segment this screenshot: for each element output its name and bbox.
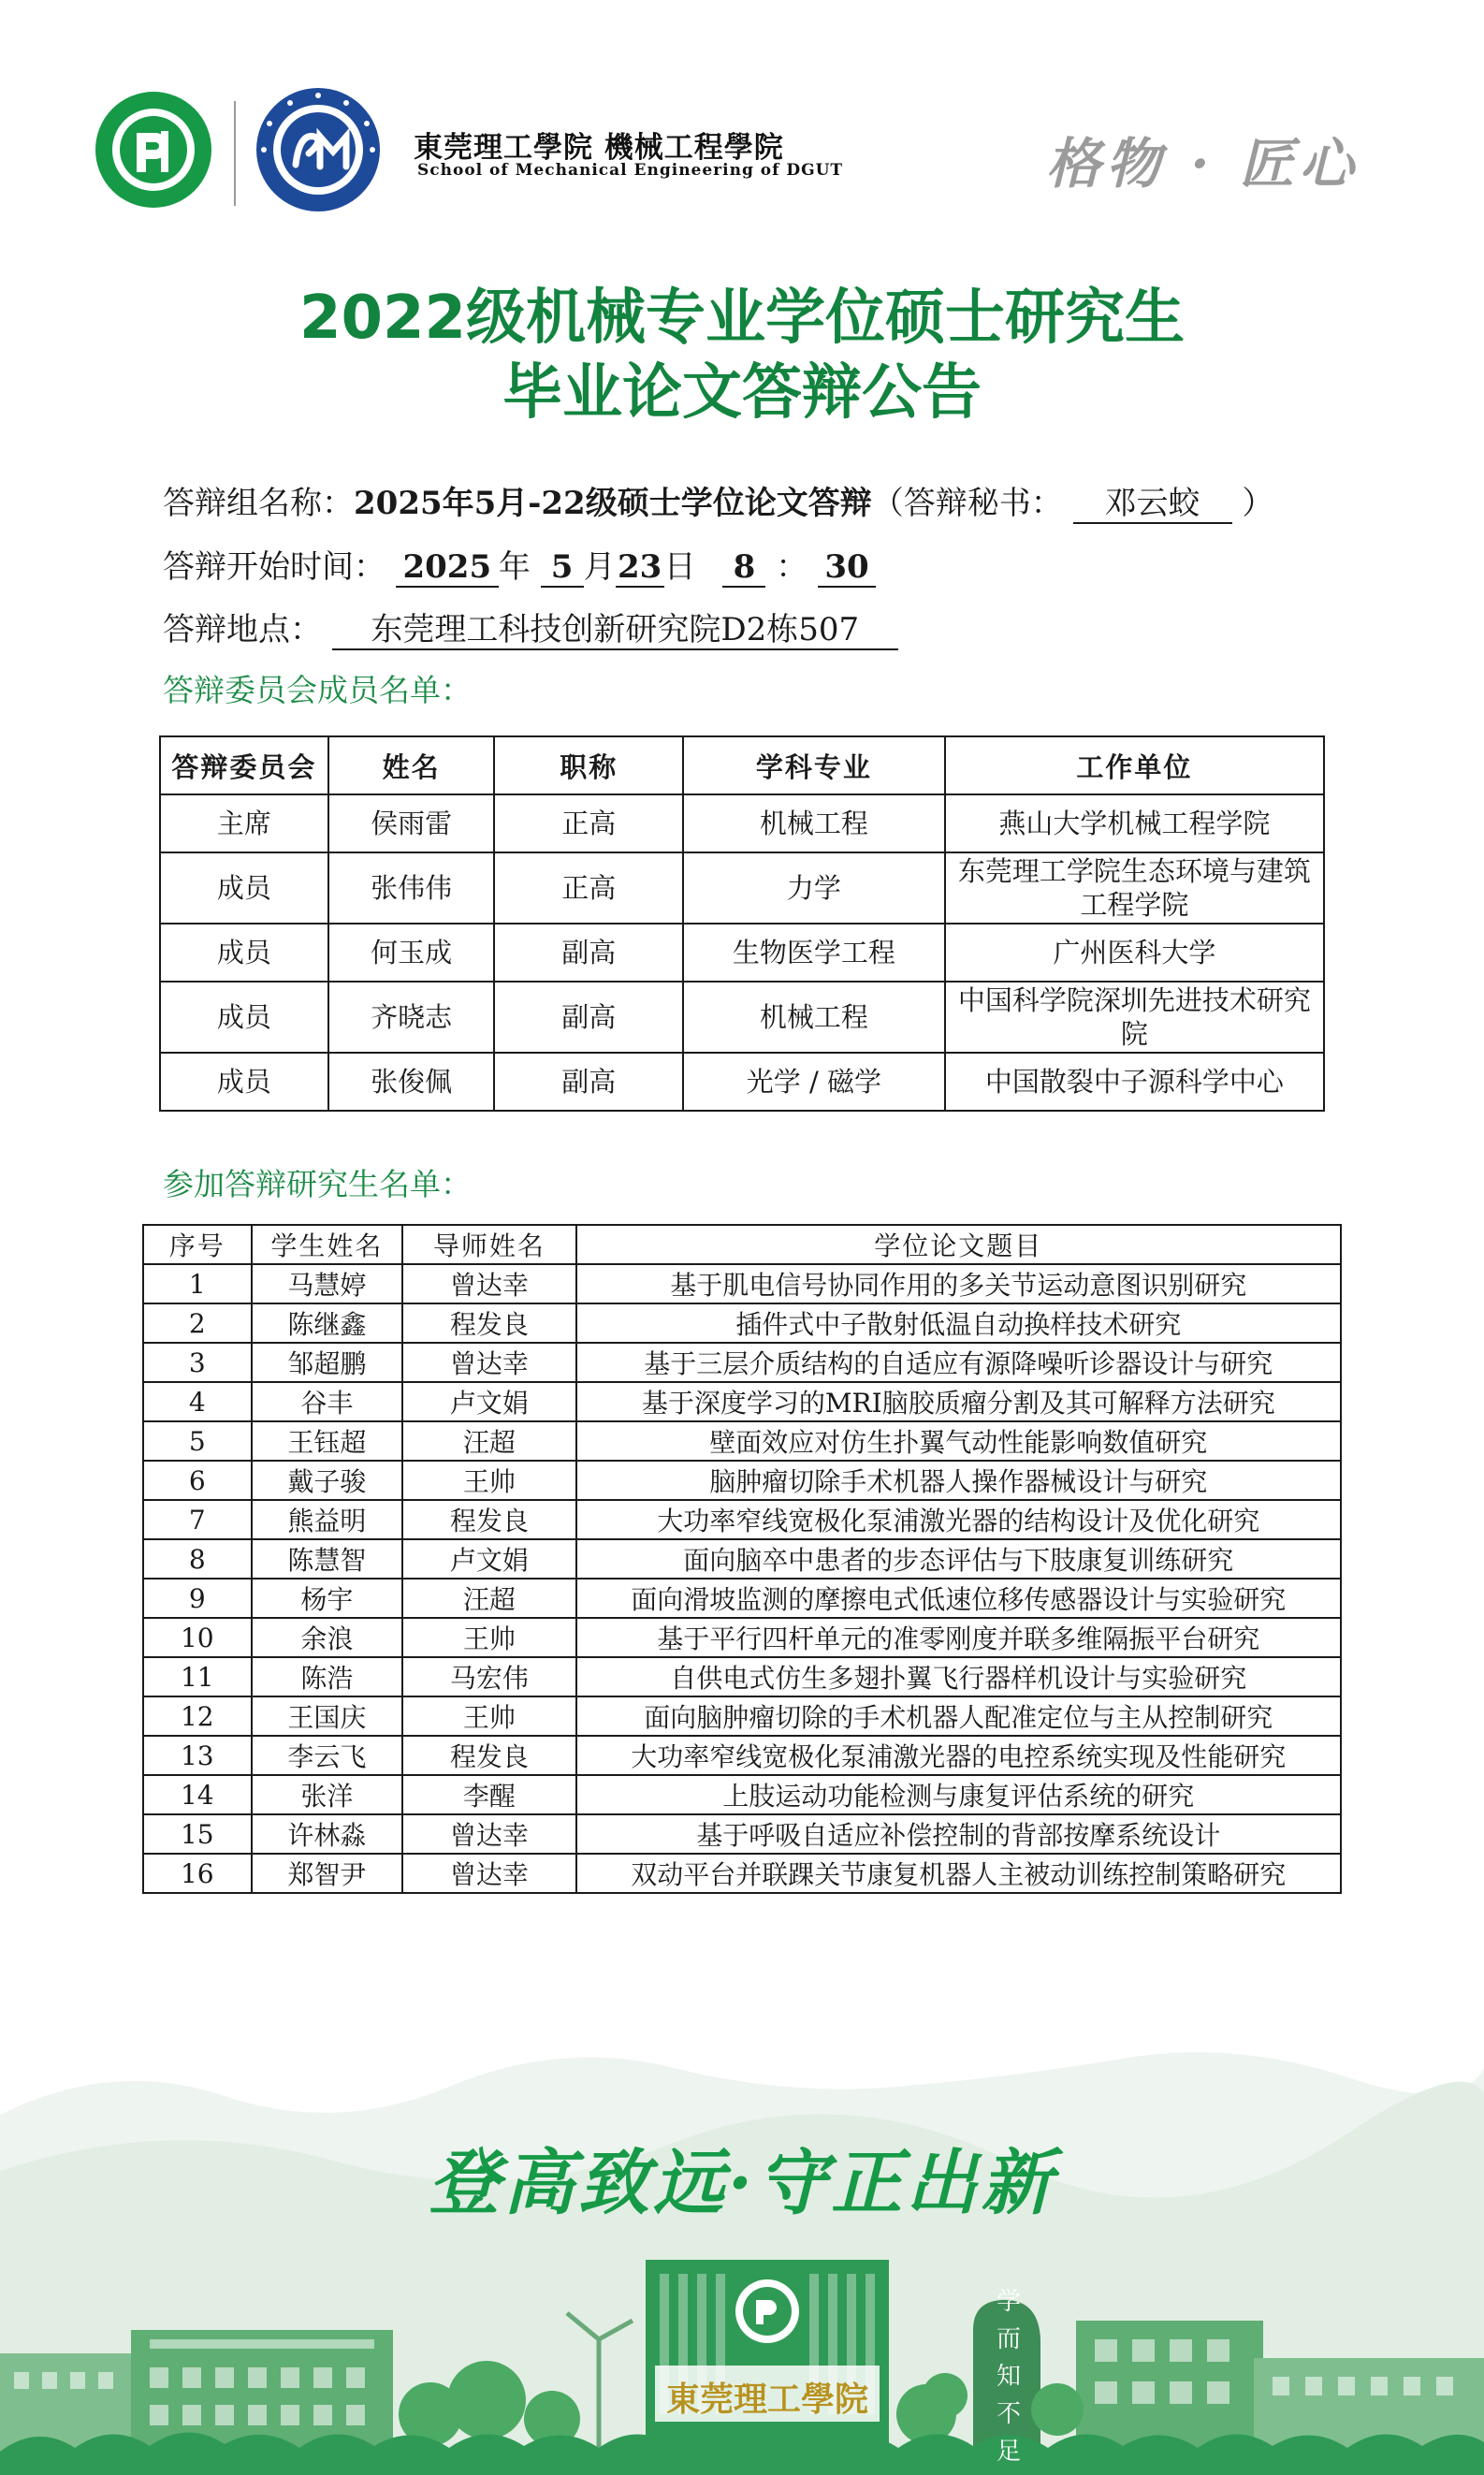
student-advisor: 卢文娟 xyxy=(402,1539,575,1579)
student-no: 9 xyxy=(143,1579,252,1618)
committee-row xyxy=(160,1053,1324,1111)
page-title-line2: 毕业论文答辩公告 xyxy=(502,358,982,428)
group-label: 答辩组名称： xyxy=(163,485,354,522)
students-header-name: 学生姓名 xyxy=(252,1225,403,1264)
student-topic: 壁面效应对仿生扑翼气动性能影响数值研究 xyxy=(576,1421,1341,1461)
student-row xyxy=(143,1696,1341,1736)
students-table xyxy=(142,1224,1342,1894)
stone-inscription: 学而知不足 xyxy=(996,2288,1021,2466)
student-no: 8 xyxy=(143,1539,252,1579)
member-name: 张俊佩 xyxy=(328,1053,495,1111)
student-advisor: 程发良 xyxy=(402,1500,575,1539)
student-topic: 面向滑坡监测的摩擦电式低速位移传感器设计与实验研究 xyxy=(576,1579,1341,1618)
student-topic: 大功率窄线宽极化泵浦激光器的电控系统实现及性能研究 xyxy=(576,1736,1341,1775)
student-advisor: 李醒 xyxy=(402,1775,575,1814)
student-no: 2 xyxy=(143,1303,252,1343)
member-role: 成员 xyxy=(160,924,328,982)
student-advisor: 汪超 xyxy=(402,1421,575,1461)
hour-value: 8 xyxy=(722,549,765,588)
student-row xyxy=(143,1814,1341,1854)
student-advisor: 卢文娟 xyxy=(402,1382,575,1421)
committee-row xyxy=(160,982,1324,1053)
day-value: 23 xyxy=(616,549,664,588)
student-topic: 基于深度学习的MRI脑胶质瘤分割及其可解释方法研究 xyxy=(576,1382,1341,1421)
student-no: 11 xyxy=(143,1657,252,1696)
member-major: 力学 xyxy=(683,852,945,924)
student-row xyxy=(143,1461,1341,1500)
student-no: 4 xyxy=(143,1382,252,1421)
committee-table xyxy=(159,735,1325,1112)
member-title: 正高 xyxy=(494,794,683,852)
defense-place-line xyxy=(163,604,898,650)
student-advisor: 程发良 xyxy=(402,1736,575,1775)
defense-time-line xyxy=(163,541,876,588)
time-colon: ： xyxy=(776,548,808,586)
student-no: 12 xyxy=(143,1696,252,1736)
member-major: 光学 / 磁学 xyxy=(683,1053,945,1111)
student-row xyxy=(143,1421,1341,1461)
student-name: 张洋 xyxy=(252,1775,403,1814)
member-unit: 广州医科大学 xyxy=(945,924,1324,982)
student-no: 1 xyxy=(143,1264,252,1303)
students-header-advisor: 导师姓名 xyxy=(402,1225,575,1264)
student-name: 许林淼 xyxy=(252,1814,403,1854)
committee-header-major: 学科专业 xyxy=(683,736,945,794)
student-name: 谷丰 xyxy=(252,1382,403,1421)
student-row xyxy=(143,1303,1341,1343)
student-name: 戴子骏 xyxy=(252,1461,403,1500)
student-topic: 脑肿瘤切除手术机器人操作器械设计与研究 xyxy=(576,1461,1341,1500)
student-no: 10 xyxy=(143,1618,252,1657)
member-unit: 中国科学院深圳先进技术研究院 xyxy=(945,982,1324,1053)
secretary-name: 邓云蛟 xyxy=(1073,486,1232,524)
committee-row xyxy=(160,852,1324,924)
student-advisor: 王帅 xyxy=(402,1618,575,1657)
student-name: 王国庆 xyxy=(252,1696,403,1736)
student-name: 李云飞 xyxy=(252,1736,403,1775)
committee-section-title: 答辩委员会成员名单： xyxy=(163,672,472,708)
student-no: 5 xyxy=(143,1421,252,1461)
group-value: 2025年5月-22级硕士学位论文答辩 xyxy=(354,485,872,522)
student-row xyxy=(143,1618,1341,1657)
header xyxy=(0,0,1484,243)
student-advisor: 曾达幸 xyxy=(402,1343,575,1382)
member-unit: 东莞理工学院生态环境与建筑工程学院 xyxy=(945,852,1324,924)
students-header-topic: 学位论文题目 xyxy=(576,1225,1341,1264)
student-no: 13 xyxy=(143,1736,252,1775)
committee-header-name: 姓名 xyxy=(328,736,495,794)
student-name: 陈继鑫 xyxy=(252,1303,403,1343)
student-row xyxy=(143,1500,1341,1539)
student-name: 邹超鹏 xyxy=(252,1343,403,1382)
member-unit: 中国散裂中子源科学中心 xyxy=(945,1053,1324,1111)
member-title: 副高 xyxy=(494,982,683,1053)
student-name: 杨宇 xyxy=(252,1579,403,1618)
student-topic: 上肢运动功能检测与康复评估系统的研究 xyxy=(576,1775,1341,1814)
student-row xyxy=(143,1343,1341,1382)
secretary-label: （答辩秘书： xyxy=(871,485,1063,522)
member-title: 正高 xyxy=(494,852,683,924)
student-name: 余浪 xyxy=(252,1618,403,1657)
student-advisor: 王帅 xyxy=(402,1696,575,1736)
place-value: 东莞理工科技创新研究院D2栋507 xyxy=(332,612,898,650)
school-name-cn: 東莞理工學院 機械工程學院 xyxy=(414,131,784,165)
month-value: 5 xyxy=(541,549,584,588)
student-topic: 基于平行四杆单元的准零刚度并联多维隔振平台研究 xyxy=(576,1618,1341,1657)
school-name-en: School of Mechanical Engineering of DGUT xyxy=(417,161,844,180)
student-topic: 大功率窄线宽极化泵浦激光器的结构设计及优化研究 xyxy=(576,1500,1341,1539)
place-label: 答辩地点： xyxy=(163,611,322,648)
student-row xyxy=(143,1539,1341,1579)
member-unit: 燕山大学机械工程学院 xyxy=(945,794,1324,852)
student-topic: 面向脑卒中患者的步态评估与下肢康复训练研究 xyxy=(576,1539,1341,1579)
student-no: 3 xyxy=(143,1343,252,1382)
student-no: 15 xyxy=(143,1814,252,1854)
student-row xyxy=(143,1736,1341,1775)
student-advisor: 马宏伟 xyxy=(402,1657,575,1696)
student-name: 马慧婷 xyxy=(252,1264,403,1303)
student-advisor: 曾达幸 xyxy=(402,1814,575,1854)
student-topic: 基于肌电信号协同作用的多关节运动意图识别研究 xyxy=(576,1264,1341,1303)
student-row xyxy=(143,1854,1341,1893)
member-major: 机械工程 xyxy=(683,982,945,1053)
minute-value: 30 xyxy=(818,549,876,588)
student-name: 陈慧智 xyxy=(252,1539,403,1579)
logo-divider xyxy=(234,101,236,206)
member-role: 成员 xyxy=(160,852,328,924)
student-no: 6 xyxy=(143,1461,252,1500)
member-name: 侯雨雷 xyxy=(328,794,495,852)
time-label: 答辩开始时间： xyxy=(163,548,386,586)
student-no: 7 xyxy=(143,1500,252,1539)
student-advisor: 程发良 xyxy=(402,1303,575,1343)
committee-row xyxy=(160,794,1324,852)
student-row xyxy=(143,1775,1341,1814)
member-title: 副高 xyxy=(494,1053,683,1111)
student-name: 陈浩 xyxy=(252,1657,403,1696)
member-role: 成员 xyxy=(160,982,328,1053)
student-topic: 基于三层介质结构的自适应有源降噪听诊器设计与研究 xyxy=(576,1343,1341,1382)
students-header-row xyxy=(143,1225,1341,1264)
students-section-title: 参加答辩研究生名单： xyxy=(163,1166,472,1202)
motto-text: 格物 · 匠心 xyxy=(1046,132,1360,196)
member-role: 成员 xyxy=(160,1053,328,1111)
dgut-emblem-icon xyxy=(94,90,213,210)
student-advisor: 汪超 xyxy=(402,1579,575,1618)
student-name: 郑智尹 xyxy=(252,1854,403,1893)
students-header-no: 序号 xyxy=(143,1225,252,1264)
student-topic: 基于呼吸自适应补偿控制的背部按摩系统设计 xyxy=(576,1814,1341,1854)
footer-slogan: 登高致远·守正出新 xyxy=(428,2141,1056,2224)
committee-row xyxy=(160,924,1324,982)
student-row xyxy=(143,1579,1341,1618)
secretary-close: ） xyxy=(1242,485,1274,522)
student-advisor: 曾达幸 xyxy=(402,1264,575,1303)
member-title: 副高 xyxy=(494,924,683,982)
member-role: 主席 xyxy=(160,794,328,852)
student-name: 王钰超 xyxy=(252,1421,403,1461)
student-row xyxy=(143,1382,1341,1421)
member-name: 齐晓志 xyxy=(328,982,495,1053)
student-advisor: 曾达幸 xyxy=(402,1854,575,1893)
student-topic: 插件式中子散射低温自动换样技术研究 xyxy=(576,1303,1341,1343)
gate-school-name: 東莞理工學院 xyxy=(665,2380,868,2419)
student-no: 16 xyxy=(143,1854,252,1893)
student-topic: 面向脑肿瘤切除的手术机器人配准定位与主从控制研究 xyxy=(576,1696,1341,1736)
day-unit: 日 xyxy=(663,548,696,586)
defense-group-line xyxy=(163,477,1273,524)
year-unit: 年 xyxy=(498,548,531,586)
student-topic: 自供电式仿生多翅扑翼飞行器样机设计与实验研究 xyxy=(576,1657,1341,1696)
student-no: 14 xyxy=(143,1775,252,1814)
year-value: 2025 xyxy=(396,549,499,588)
month-unit: 月 xyxy=(583,548,616,586)
member-major: 机械工程 xyxy=(683,794,945,852)
committee-header-row xyxy=(160,736,1324,794)
page-title-line1: 2022级机械专业学位硕士研究生 xyxy=(298,284,1186,353)
committee-header-unit: 工作单位 xyxy=(945,736,1324,794)
mech-school-emblem-icon xyxy=(255,86,382,213)
committee-header-title: 职称 xyxy=(494,736,683,794)
student-row xyxy=(143,1264,1341,1303)
member-name: 张伟伟 xyxy=(328,852,495,924)
student-advisor: 王帅 xyxy=(402,1461,575,1500)
member-major: 生物医学工程 xyxy=(683,924,945,982)
committee-header-role: 答辩委员会 xyxy=(160,736,328,794)
student-row xyxy=(143,1657,1341,1696)
student-topic: 双动平台并联踝关节康复机器人主被动训练控制策略研究 xyxy=(576,1854,1341,1893)
student-name: 熊益明 xyxy=(252,1500,403,1539)
member-name: 何玉成 xyxy=(328,924,495,982)
